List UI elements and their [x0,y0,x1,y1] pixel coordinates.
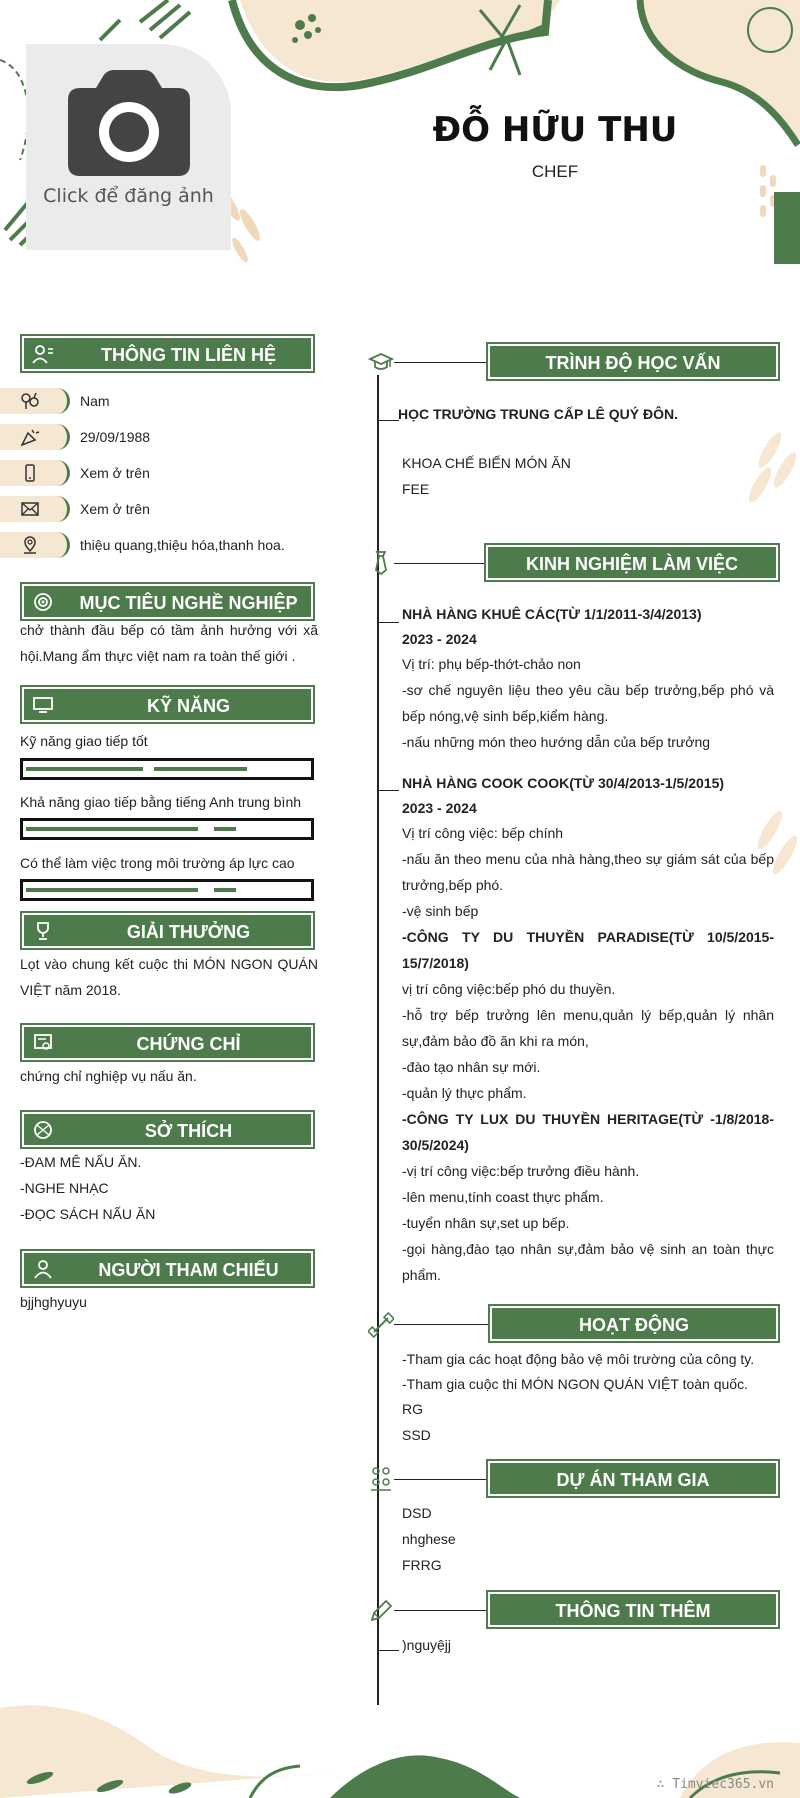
skill-level-fill [26,888,198,892]
job2-line: -gọi hàng,đào tạo nhân sự,đảm bảo vệ sinh an toàn thực phẩm. [402,1241,774,1283]
awards-text: Lọt vào chung kết cuộc thi MÓN NGON QUÁN VIỆT năm 2018. [20,956,318,998]
hobby-ball-icon [32,1120,54,1140]
job2-line: -vệ sinh bếp [402,903,479,919]
education-major: KHOA CHẾ BIẾN MÓN ĂN [402,455,571,471]
references-heading-label: NGƯỜI THAM CHIẾU [98,1260,279,1280]
trophy-icon [32,921,54,941]
location-icon [20,536,40,554]
timeline-tick [377,790,399,791]
references-heading [20,1249,315,1288]
certificates-heading-label: CHỨNG CHỈ [136,1034,241,1054]
birthday-value: 29/09/1988 [80,429,151,445]
timeline-tick [377,1650,399,1651]
birthday-icon [20,428,40,446]
job1-line: Vị trí: phụ bếp-thớt-chảo non [402,656,581,672]
objective-heading-label: MỤC TIÊU NGHỀ NGHIỆP [79,593,298,613]
contact-phone [0,460,320,486]
timeline-tick [377,420,399,421]
contact-address [0,532,320,558]
team-icon [368,1466,394,1492]
dumbbell-icon [368,1312,394,1338]
connector-line [394,1610,486,1611]
skills-heading-label: KỸ NĂNG [146,696,230,716]
certificate-icon [32,1033,54,1053]
job2-period: 2023 - 2024 [402,800,477,816]
photo-upload-label: Click để đăng ảnh [43,185,214,207]
additional-text: )nguyệjj [402,1637,452,1653]
additional-heading: THÔNG TIN THÊM [486,1590,780,1629]
project-item: FRRG [402,1557,442,1573]
pencil-icon [368,1598,394,1624]
skill-name: Có thể làm việc trong môi trường áp lực cao [20,855,295,871]
job2-line: -quản lý thực phẩm. [402,1085,527,1101]
photo-upload[interactable] [26,44,231,250]
experience-heading: KINH NGHIỆM LÀM VIỆC [484,543,780,582]
objective-heading [20,582,315,621]
skill-name: Kỹ năng giao tiếp tốt [20,733,148,749]
contact-gender [0,388,320,414]
user-icon [32,1259,54,1279]
project-item: nhghese [402,1531,456,1547]
watermark: ∴ Timviec365.vn [656,1777,774,1792]
contact-heading-label: THÔNG TIN LIÊN HỆ [101,345,276,365]
job2-company: NHÀ HÀNG COOK COOK(TỪ 30/4/2013-1/5/2015) [402,775,725,791]
mail-icon [20,500,40,518]
job1-line: -nấu những món theo hướng dẫn của bếp trưởng [402,734,711,750]
certificates-heading [20,1023,315,1062]
job1-company: NHÀ HÀNG KHUÊ CÁC(TỪ 1/1/2011-3/4/2013) [402,606,702,622]
connector-line [394,362,486,363]
activity-item: RG [402,1401,423,1417]
awards-heading [20,911,315,950]
hobby-item: -ĐAM MÊ NẤU ĂN. [20,1154,142,1170]
email-value: Xem ở trên [80,501,150,517]
skill-level-fill [26,767,143,771]
skill-level-fill [214,827,236,831]
awards-heading-label: GIẢI THƯỞNG [126,922,251,942]
job2-line: Vị trí công việc: bếp chính [402,825,564,841]
job2-line: -CÔNG TY LUX DU THUYỀN HERITAGE(TỪ -1/8/2018-30/5/2024) [402,1111,774,1153]
monitor-icon [32,695,54,715]
connector-line [394,1324,488,1325]
hobby-item: -NGHE NHẠC [20,1180,109,1196]
connector-line [394,563,484,564]
address-value: thiệu quang,thiệu hóa,thanh hoa. [80,537,285,553]
job-title: CHEF [531,162,579,181]
job2-line: -hỗ trợ bếp trưởng lên menu,quản lý bếp,quản lý nhân sự,đảm bảo đồ ăn khi ra món, [402,1007,774,1049]
phone-icon [20,464,40,482]
activity-item: -Tham gia các hoạt động bảo vệ môi trường của công ty. [402,1351,755,1367]
skill-level-fill [154,767,247,771]
job2-line: -CÔNG TY DU THUYỀN PARADISE(TỪ 10/5/2015-15/7/2018) [402,929,774,971]
job2-line: vị trí công việc:bếp phó du thuyền. [402,981,616,997]
graduation-cap-icon [368,350,394,376]
job2-line: -nấu ăn theo menu của nhà hàng,theo sự giám sát của bếp trưởng,bếp phó. [402,851,774,893]
target-icon [32,592,54,612]
hobby-item: -ĐỌC SÁCH NẤU ĂN [20,1206,156,1222]
job2-line: -vị trí công việc:bếp trưởng điều hành. [402,1163,640,1179]
skill-level-fill [214,888,236,892]
contact-heading [20,334,315,373]
skills-heading [20,685,315,724]
gender-value: Nam [80,393,110,409]
references-text: bjjhghyuyu [20,1294,87,1310]
skill-level-fill [26,827,198,831]
skill-level-bar [20,879,314,901]
watermark-text: Timviec365.vn [672,1777,774,1792]
job1-line: -sơ chế nguyên liệu theo yêu cầu bếp trưởng,bếp phó và bếp nóng,vệ sinh bếp,kiểm hàng. [402,682,774,724]
job2-line: -lên menu,tính coast thực phẩm. [402,1189,604,1205]
projects-heading: DỰ ÁN THAM GIA [486,1459,780,1498]
connector-line [394,1479,486,1480]
contact-card-icon [32,344,54,364]
job1-period: 2023 - 2024 [402,631,477,647]
objective-text: chở thành đầu bếp có tầm ảnh hưởng với xã hội.Mang ẩm thực việt nam ra toàn thế giới . [20,622,318,664]
camera-icon [68,70,190,176]
hobbies-heading [20,1110,315,1149]
project-item: DSD [402,1505,432,1521]
education-school: HỌC TRƯỜNG TRUNG CẤP LÊ QUÝ ĐÔN. [398,406,678,422]
tie-icon [368,550,394,576]
education-heading: TRÌNH ĐỘ HỌC VẤN [486,342,780,381]
skill-level-bar [20,818,314,840]
education-note: FEE [402,481,430,497]
contact-email [0,496,320,522]
phone-value: Xem ở trên [80,465,150,481]
activity-item: SSD [402,1427,431,1443]
skill-name: Khả năng giao tiếp bằng tiếng Anh trung bình [20,794,302,810]
activity-item: -Tham gia cuộc thi MÓN NGON QUÁN VIỆT toàn quốc. [402,1376,748,1392]
skill-level-bar [20,758,314,780]
job2-line: -tuyển nhân sự,set up bếp. [402,1215,570,1231]
candidate-name: ĐỖ HỮU THU [432,110,678,150]
hobbies-heading-label: SỞ THÍCH [144,1121,233,1141]
timeline-tick [377,622,399,623]
job2-line: -đào tạo nhân sự mới. [402,1059,541,1075]
certificates-text: chứng chỉ nghiệp vụ nấu ăn. [20,1068,197,1084]
contact-birthday [0,424,320,450]
activities-heading: HOẠT ĐỘNG [488,1304,780,1343]
gender-icon [20,392,40,410]
